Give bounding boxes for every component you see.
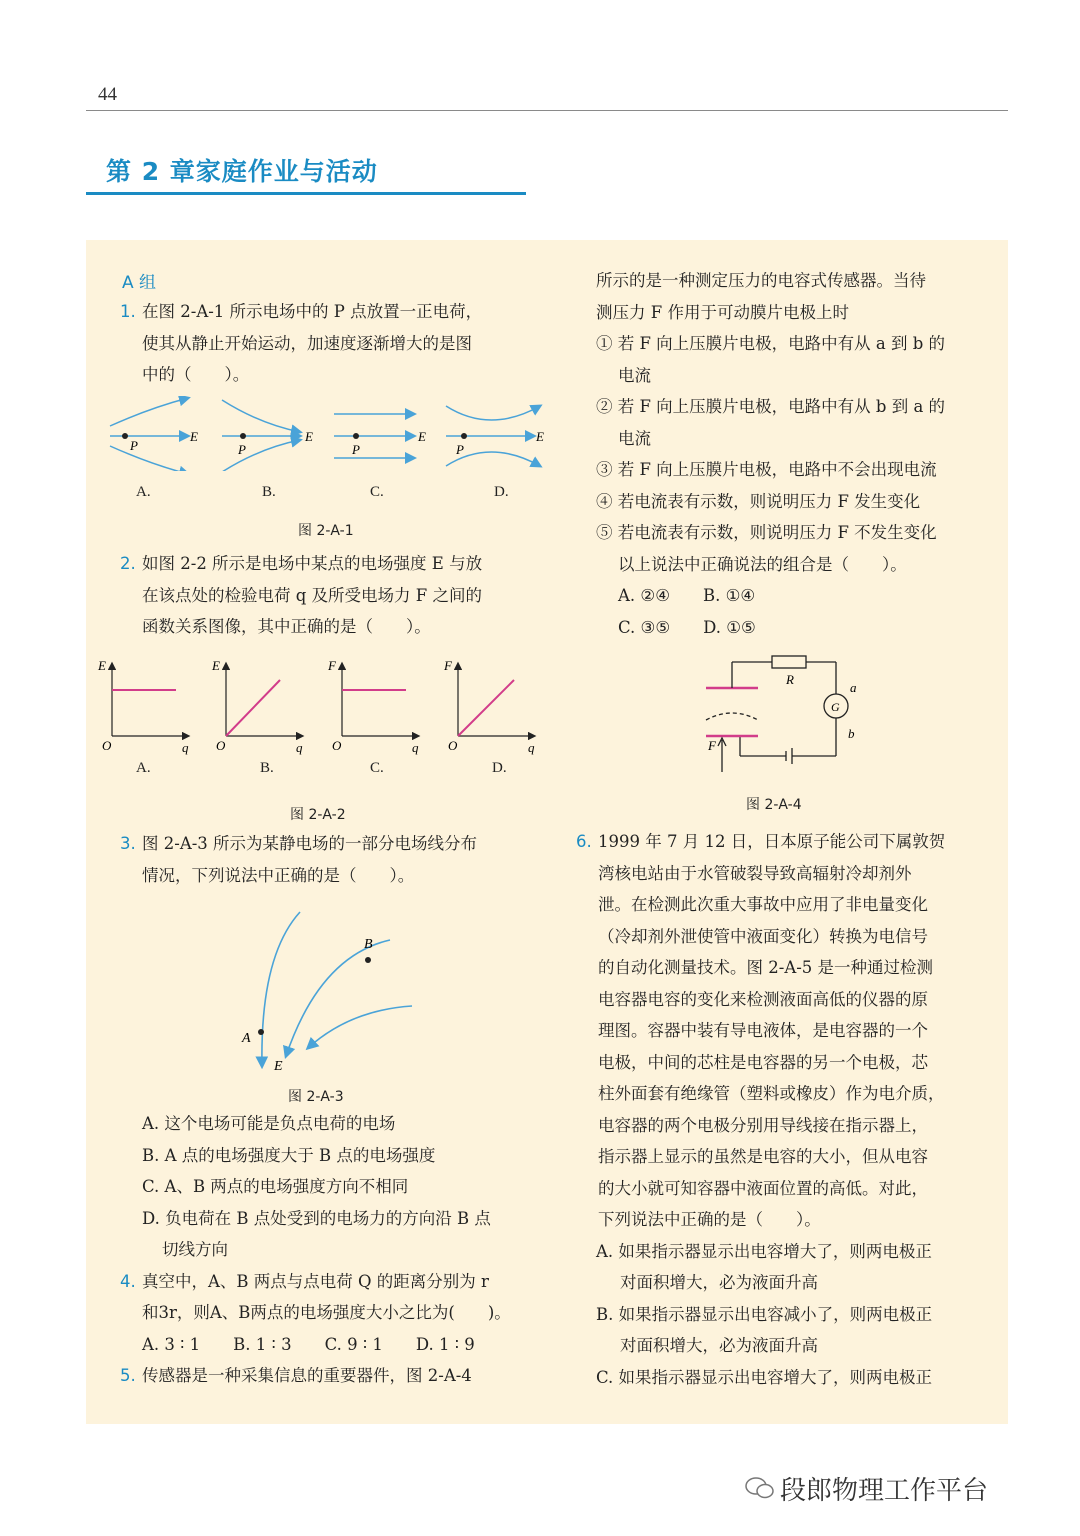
label-b: B [364,937,373,952]
question-number: 6. [576,832,592,851]
question-6 [576,826,988,1236]
question-number: 5. [120,1366,136,1385]
question-number: 4. [120,1271,136,1291]
question-text: 电容器电容的变化来检测液面高低的仪器的原 [598,989,928,1009]
left-column-q3 [120,828,540,891]
question-text: 1999 年 7 月 12 日，日本原子能公司下属敦贺 [598,832,946,851]
question-text: 测压力 F 作用于可动膜片电极上时 [596,302,849,322]
statement-2: ② 若 F 向上压膜片电极，电路中有从 b 到 a 的 [596,397,946,416]
question-number: 3. [120,834,136,853]
label-e: E [305,429,313,444]
statement-1: ① 若 F 向上压膜片电极，电路中有从 a 到 b 的 [596,334,946,353]
question-text: 所示的是一种测定压力的电容式传感器。当待 [596,271,926,290]
question-number: 1. [120,302,136,321]
group-label: A 组 [122,273,157,293]
option-d: D. [494,484,509,500]
wechat-icon [745,1476,775,1500]
label-p: P [130,438,138,453]
question-text: 柱外面套有绝缘管（塑料或橡皮）作为电介质， [598,1084,945,1103]
point-p-a [122,433,128,439]
figure-caption-1: 图 2-A-1 [298,523,354,539]
statement-2-cont: 电流 [618,428,651,448]
point-a [258,1029,264,1035]
choices-q5-row2: C. ③⑤ D. ①⑤ [618,617,756,637]
statement-3: ③ 若 F 向上压膜片电极，电路中不会出现电流 [596,460,937,479]
question-text: 和3r，则A、B两点的电场强度大小之比为( )。 [142,1303,511,1322]
question-2 [120,548,540,643]
label-a: A [242,1031,251,1046]
question-number: 2. [120,554,136,573]
left-column-q2 [120,548,540,643]
chapter-underline [86,192,526,195]
graph-d-line [458,680,514,736]
point-p-c [353,433,359,439]
question-text: 在该点处的检验电荷 q 及所受电场力 F 之间的 [142,585,482,605]
option-d: D. [492,760,507,776]
question-text: 的自动化测量技术。图 2-A-5 是一种通过检测 [598,958,934,977]
figure-2-a-2 [96,656,556,756]
question-text: 理图。容器中装有导电液体，是电容器的一个 [598,1021,928,1040]
figure-2-a-4 [700,652,880,782]
figure-caption-2: 图 2-A-2 [290,807,346,823]
header-rule [86,110,1008,111]
choices-q5-row1: A. ②④ B. ①④ [618,586,756,605]
axis-o: O [216,738,226,753]
choice-a-cont: 对面积增大，必为液面升高 [620,1273,818,1292]
axis-q: q [412,740,419,755]
label-e: E [418,429,426,444]
option-a: A. [136,760,151,776]
figure-2-a-1 [100,396,560,471]
question-text: 以上说法中正确说法的组合是（ ）。 [618,554,907,574]
choice-b-cont: 对面积增大，必为液面升高 [620,1336,818,1355]
label-e: E [274,1059,283,1074]
axis-e: E [98,658,106,673]
field-diagram-d [446,406,540,466]
field-diagram-c [334,414,414,458]
chapter-title: 第 2 章家庭作业与活动 [106,157,378,186]
question-text: 情况，下列说法中正确的是（ ）。 [142,865,415,885]
question-1 [120,296,540,391]
question-text: 湾核电站由于水管破裂导致高辐射冷却剂外 [598,863,912,883]
statement-1-cont: 电流 [618,365,651,385]
watermark: 段郎物理工作平台 [780,1476,989,1506]
axis-o: O [102,738,112,753]
axis-o: O [332,738,342,753]
axis-q: q [528,740,535,755]
axis-f: F [328,658,336,673]
label-e: E [536,429,544,444]
question-5 [120,1360,540,1392]
axis-f: F [444,658,452,673]
right-column-q6 [576,826,988,1393]
point-p-d [461,433,467,439]
question-text: 电极，中间的芯柱是电容器的另一个电极，芯 [598,1052,928,1072]
label-g: G [831,700,840,714]
figure-caption-4: 图 2-A-4 [746,797,802,813]
choice-a: A. 如果指示器显示出电容增大了，则两电极正 [596,1241,932,1261]
question-text: 图 2-A-3 所示为某静电场的一部分电场线分布 [142,834,478,853]
choice-a: A. 这个电场可能是负点电荷的电场 [142,1114,396,1133]
figure-caption-3: 图 2-A-3 [288,1089,344,1105]
option-b: B. [262,484,276,500]
question-3 [120,828,540,891]
left-column [120,296,540,391]
question-text: 电容器的两个电极分别用导线接在指示器上， [598,1115,928,1135]
option-c: C. [370,760,384,776]
choices-q4: A. 3 ∶ 1 B. 1 ∶ 3 C. 9 ∶ 1 D. 1 ∶ 9 [142,1334,475,1354]
label-p: P [238,442,246,457]
question-text: 如图 2-2 所示是电场中某点的电场强度 E 与放 [142,554,483,573]
left-column-q3-choices [120,1108,540,1392]
option-c: C. [370,484,384,500]
axis-q: q [182,740,189,755]
question-text: 中的（ ）。 [142,365,250,384]
resistor [772,656,806,668]
page-number: 44 [98,84,117,105]
question-text: 泄。在检测此次重大事故中应用了非电量变化 [598,895,928,914]
label-r: R [786,672,794,687]
choice-c: C. 如果指示器显示出电容增大了，则两电极正 [596,1367,933,1387]
choice-b: B. A 点的电场强度大于 B 点的电场强度 [142,1145,436,1165]
question-text: （冷却剂外泄使管中液面变化）转换为电信号 [598,926,928,946]
choice-b: B. 如果指示器显示出电容减小了，则两电极正 [596,1304,933,1324]
choice-d-cont: 切线方向 [162,1240,228,1259]
question-text: 在图 2-A-1 所示电场中的 P 点放置一正电荷， [142,302,483,321]
question-text: 真空中，A、B 两点与点电荷 Q 的距离分别为 r [142,1271,489,1291]
statement-4: ④ 若电流表有示数，则说明压力 F 发生变化 [596,491,921,511]
field-diagram-a [110,398,188,471]
question-text: 使其从静止开始运动，加速度逐渐增大的是图 [142,333,472,353]
label-p: P [352,442,360,457]
choice-c: C. A、B 两点的电场强度方向不相同 [142,1177,409,1196]
question-text: 指示器上显示的虽然是电容的大小，但从电容 [598,1147,928,1166]
field-diagram-b [222,400,300,471]
choice-d: D. 负电荷在 B 点处受到的电场力的方向沿 B 点 [142,1208,491,1228]
question-4 [120,1266,540,1329]
label-f: F [708,738,716,753]
option-b: B. [260,760,274,776]
question-text: 传感器是一种采集信息的重要器件，图 2-A-4 [142,1366,472,1385]
right-column [596,265,988,643]
question-text: 的大小就可知容器中液面位置的高低。对此， [598,1178,928,1198]
question-text: 函数关系图像，其中正确的是（ ）。 [142,617,431,636]
label-e: E [190,429,198,444]
point-p-b [240,433,246,439]
question-text: 下列说法中正确的是（ ）。 [598,1210,821,1229]
graph-b-line [226,680,280,736]
axis-e: E [212,658,220,673]
point-b [365,957,371,963]
axis-q: q [296,740,303,755]
label-a-node: a [850,680,857,695]
option-a: A. [136,484,151,500]
label-b-node: b [848,726,855,741]
figure-2-a-3 [230,906,430,1076]
axis-o: O [448,738,458,753]
label-p: P [456,442,464,457]
statement-5: ⑤ 若电流表有示数，则说明压力 F 不发生变化 [596,523,937,542]
